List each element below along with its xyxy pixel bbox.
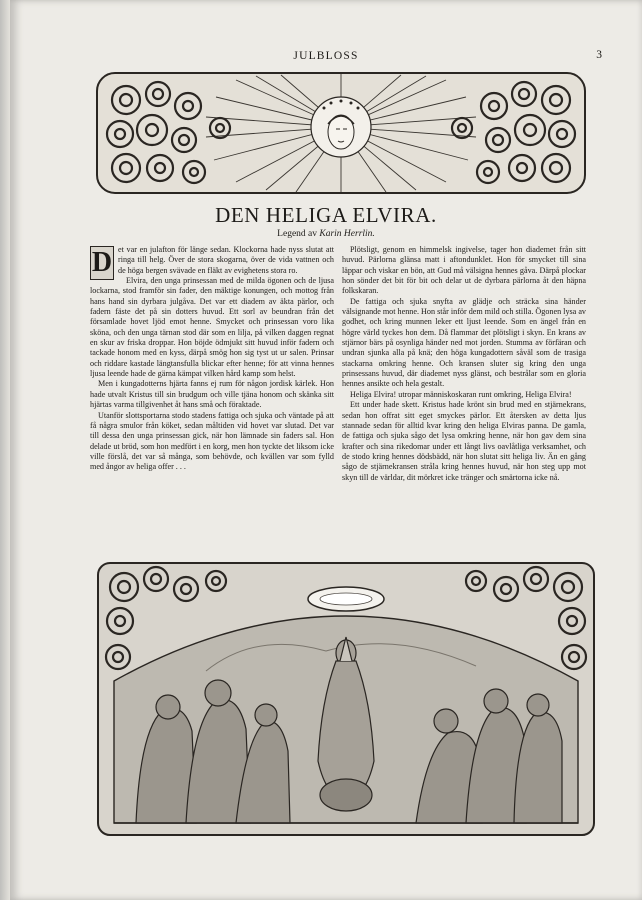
halo-icon xyxy=(308,587,384,611)
right-column xyxy=(342,245,586,483)
running-head: JULBLOSS xyxy=(293,50,359,62)
byline-author: Karin Herrlin. xyxy=(319,229,375,239)
byline-prefix: Legend av xyxy=(277,229,317,239)
paragraph: De fattiga och sjuka snyfta av glädje och sträcka sina händer välsignande mot henne. Hon står inför dem mild och stilla. Ögonen lysa av godhet, och kring munnen leker ett ljust leende. Som en ängel från en högre värld tyckes hon dem. Då flammar det plötsligt i skyn. En krans av stjärnor bärs på osynliga händer ned mot jorden. Stumma av förfäran och undran sjunka alla på knä; den höga kungadottern såväl som de trasiga stackarna omkring henne. Och kransen sluter sig kring den unga prinsessans huvud, där diademet nyss glänst, och bestrålar som en gloria hennes ansikte och hela gestalt. xyxy=(342,296,586,389)
drop-cap: D xyxy=(91,247,113,278)
paragraph-text: et var en julafton för länge sedan. Klockorna hade nyss slutat att ringa till helg. Över de stora skogarna, över de vida vattnen och de höga bergen svävade en fläkt av evighetens stora ro. xyxy=(118,245,334,275)
page-number: 3 xyxy=(596,49,602,61)
paragraph: Ett under hade skett. Kristus hade krönt sin brud med en stjärnekrans, sedan hon offrat sitt eget smyckes pärlor. Ett återsken av detta ljus stannade sedan för alltid kvar kring den heliga Elviras panna. De gamla, de fattiga och sjuka sågo det lysa omkring henne, när hon gav dem sina krafter och sina rikedomar under ett långt livs oavlåtliga verksamhet, och de stodo kring hennes dödsbädd, när hon slutat sitt heliga liv. Än en gång sågo de stjärnekransen stråla kring hennes huvud, när hon steg upp mot skyn till de världar, dit mörkret icke tränger och smärtorna icke nå. xyxy=(342,400,586,482)
illustration-elvira xyxy=(96,561,596,837)
paragraph xyxy=(90,245,334,276)
paragraph: Heliga Elvira! utropar människoskaran runt omkring, Heliga Elvira! xyxy=(350,389,572,399)
header-ornament xyxy=(96,72,586,194)
left-page-edge xyxy=(0,0,10,900)
paragraph: Plötsligt, genom en himmelsk ingivelse, tager hon diademet från sitt huvud. Pärlorna glänsa matt i aftondunklet. Hon för smycket till sina läppar och viskar en bön, att Gud må välsigna hennes gåva. Därpå plockar hon sönder det bit för bit och delar ut de dyrbara pärlorna åt den häpna folkskaran. xyxy=(342,245,586,296)
left-column xyxy=(90,245,334,473)
magazine-page xyxy=(10,0,642,900)
byline xyxy=(10,229,642,239)
paragraph: Utanför slottsportarna stodo stadens fattiga och sjuka och väntade på att få några smulor från köket, sedan måltiden vid hovet var slutad. Det var till dessa den unga prinsessan gick, när hon lämnade sin faders sal. Hon delade ut bröd, som hon medfört i en korg, men hon tyckte det liksom icke ville förslå, det var så många, som behövde, och kvällen var som fylld med ångor av heliga offer . . . xyxy=(90,410,334,472)
paragraph: Men i kungadotterns hjärta fanns ej rum för någon jordisk kärlek. Hon hade utvalt Kristus till sin brudgum och ville tjäna honom och skänka sitt hjärtas varma tillgivenhet åt hans små och föraktade. xyxy=(90,379,334,410)
article-title: DEN HELIGA ELVIRA. xyxy=(215,203,437,227)
paragraph: Elvira, den unga prinsessan med de milda ögonen och de ljusa lockarna, stod framför sin fader, den mäktige konungen, och mottog från hans hand sin dyrbara julgåva. Det var ett diadem av äkta pärlor, och fadern fäste det på sin dotters huvud. Ett sorl av beundran från det församlade hovet ljöd emot henne. Smycket och prinsessan voro lika sköna, och den unga tärnan stod där som en lilja, på vilken daggen regnat en skur av friska droppar. Hon böjde ödmjukt sitt huvud inför fadern och tackade honom med en kyss, därpå smög hon sig tyst ut ur salen. Prinsar och riddare kastade längtansfulla blickar efter henne; för att vinna hennes ljusa leende hade de gärna kämpat vilken hård kamp som helst. xyxy=(90,276,334,379)
halo-face-icon xyxy=(311,97,371,157)
